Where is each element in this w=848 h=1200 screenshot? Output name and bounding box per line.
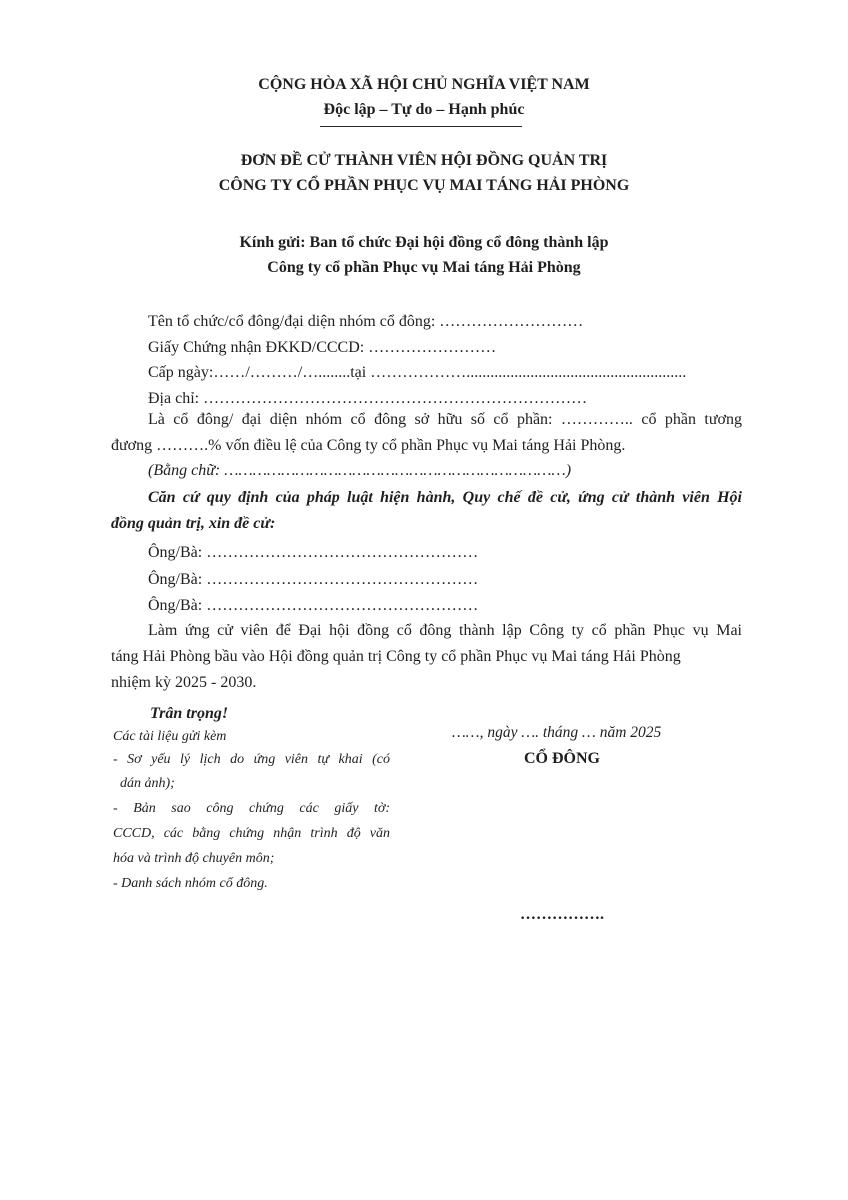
attachment-item-cont: dán ảnh); [120,776,175,791]
signer-name-placeholder: ……………. [520,906,604,923]
purpose-line2: táng Hải Phòng bầu vào Hội đồng quản trị Công ty cổ phần Phục vụ Mai táng Hải Phòng [111,648,681,665]
signer-role: CỔ ĐÔNG [524,750,600,767]
attachment-item-cont: hóa và trình độ chuyên môn; [113,851,275,866]
motto-underline [320,126,522,127]
closing-greeting: Trân trọng! [150,705,229,722]
address-field: Địa chỉ: ……………………………………………………………… [148,390,588,407]
attachment-item-cont: CCCD, các bằng chứng nhận trình độ văn [113,826,390,841]
recipient-line2: Công ty cổ phần Phục vụ Mai táng Hải Phòng [267,259,581,276]
attachment-item: - Sơ yếu lý lịch do ứng viên tự khai (có [113,752,390,767]
nation-heading: CỘNG HÒA XÃ HỘI CHỦ NGHĨA VIỆT NAM [258,76,590,93]
org-name-field: Tên tổ chức/cổ đông/đại diện nhóm cổ đông: ……………………… [148,313,584,330]
purpose-line3: nhiệm kỳ 2025 - 2030. [111,674,257,691]
document-title-line1: ĐƠN ĐỀ CỬ THÀNH VIÊN HỘI ĐỒNG QUẢN TRỊ [240,152,608,169]
date-place-line: ……, ngày …. tháng … năm 2025 [452,724,662,741]
nominee-line: Ông/Bà: …………………………………………… [148,544,479,561]
basis-line2: đồng quản trị, xin đề cử: [111,515,276,532]
purpose-line1: Làm ứng cử viên để Đại hội đồng cổ đông thành lập Công ty cổ phần Phục vụ Mai [148,622,742,639]
attachment-item: - Bản sao công chứng các giấy tờ: [113,801,390,816]
motto: Độc lập – Tự do – Hạnh phúc [323,101,525,118]
nominee-line: Ông/Bà: …………………………………………… [148,597,479,614]
recipient-line1: Kính gửi: Ban tổ chức Đại hội đồng cổ đông thành lập [239,234,609,251]
shares-line2: đương ……….% vốn điều lệ của Công ty cổ phần Phục vụ Mai táng Hải Phòng. [111,437,626,454]
attachments-heading: Các tài liệu gửi kèm [113,729,227,744]
shares-line1: Là cổ đông/ đại diện nhóm cổ đông sở hữu số cổ phần: ………….. cổ phần tương [148,411,742,428]
nominee-line: Ông/Bà: …………………………………………… [148,571,479,588]
in-words-field: (Bằng chữ: ………………………………………………………………) [148,462,572,479]
attachment-item: - Danh sách nhóm cổ đông. [113,876,268,891]
document-title-line2: CÔNG TY CỔ PHẦN PHỤC VỤ MAI TÁNG HẢI PHÒNG [218,177,630,194]
basis-line1: Căn cứ quy định của pháp luật hiện hành, Quy chế đề cử, ứng cử thành viên Hội [148,489,742,506]
certificate-field: Giấy Chứng nhận ĐKKD/CCCD: …………………… [148,339,497,356]
issue-date-field: Cấp ngày:……/………/…........tại ………………....................................................... [148,364,687,381]
